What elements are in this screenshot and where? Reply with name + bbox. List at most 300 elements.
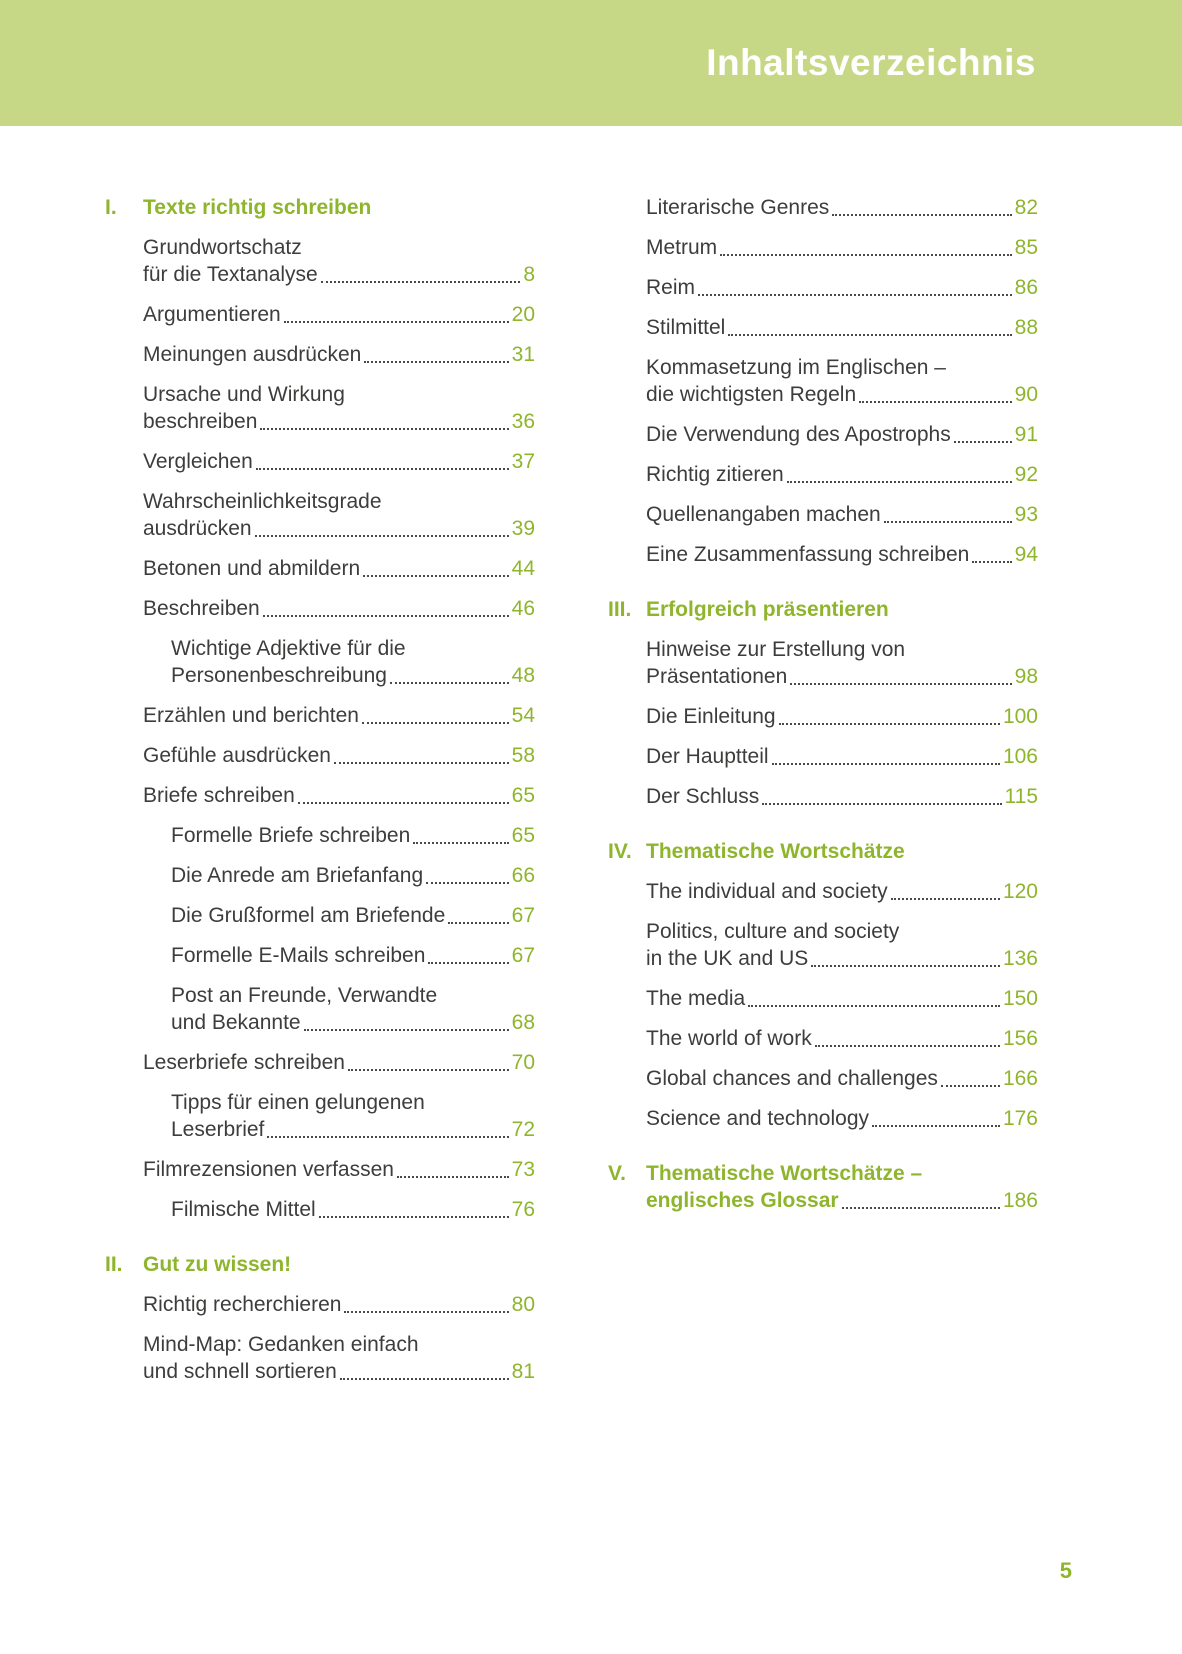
entry-last-line (646, 314, 1038, 341)
entry-page-number: 100 (1002, 705, 1038, 728)
entry-last-line (646, 945, 1038, 972)
entry-title-line: Betonen und abmildern (143, 557, 361, 580)
entry-title (646, 314, 1038, 341)
entry-title-line: Thematische Wortschätze (646, 840, 905, 863)
toc-entry (608, 354, 1038, 408)
entry-title (143, 595, 535, 622)
entry-page-number: 66 (511, 864, 535, 887)
entry-page-number: 73 (511, 1158, 535, 1181)
entry-last-line (143, 261, 535, 288)
toc-entry (608, 541, 1038, 568)
entry-title-line: Wahrscheinlichkeitsgrade (143, 490, 382, 513)
toc-entry (608, 703, 1038, 730)
toc-column (105, 194, 535, 1398)
entry-title (646, 985, 1038, 1012)
entry-page-number: 39 (511, 517, 535, 540)
toc-column (608, 194, 1038, 1398)
entry-last-line (143, 702, 535, 729)
entry-title (143, 822, 535, 849)
section-numeral (105, 448, 143, 475)
section-numeral (608, 743, 646, 770)
entry-title-line: Eine Zusammenfassung schreiben (646, 543, 970, 566)
entry-last-line (143, 301, 535, 328)
entry-last-line (143, 1156, 535, 1183)
toc-entry (608, 1105, 1038, 1132)
leader-dots (321, 281, 521, 283)
entry-title-line: Stilmittel (646, 316, 726, 339)
entry-page-number: 68 (511, 1011, 535, 1034)
entry-title (143, 702, 535, 729)
section-numeral (608, 1065, 646, 1092)
toc-entry (608, 743, 1038, 770)
section-numeral (608, 783, 646, 810)
section-title (646, 596, 1038, 623)
toc-entry (105, 742, 535, 769)
entry-title-line: Gut zu wissen! (143, 1253, 292, 1276)
section-numeral (105, 902, 143, 929)
entry-title-line: The media (646, 987, 746, 1010)
entry-last-line (171, 1009, 535, 1036)
entry-title-line: Science and technology (646, 1107, 869, 1130)
entry-title-line: Thematische Wortschätze – (646, 1162, 923, 1185)
entry-last-line (171, 822, 535, 849)
entry-page-number: 8 (523, 263, 535, 286)
section-numeral (608, 194, 646, 221)
entry-title-line: Erzählen und berichten (143, 704, 359, 727)
leader-dots (413, 842, 508, 844)
leader-dots (255, 535, 509, 537)
entry-title (143, 862, 535, 889)
entry-page-number: 82 (1014, 196, 1038, 219)
entry-title-line: Tipps für einen gelungenen (171, 1091, 425, 1114)
toc (0, 126, 1182, 1398)
entry-title-line: Richtig zitieren (646, 463, 784, 486)
entry-last-line (646, 274, 1038, 301)
leader-dots (348, 1069, 509, 1071)
entry-title-line: Filmische Mittel (171, 1198, 316, 1221)
entry-title (646, 1105, 1038, 1132)
section-numeral (608, 421, 646, 448)
entry-title (143, 1196, 535, 1223)
entry-last-line (646, 541, 1038, 568)
toc-entry (105, 942, 535, 969)
entry-title (143, 1049, 535, 1076)
entry-title-line: Leserbriefe schreiben (143, 1051, 345, 1074)
toc-entry (105, 635, 535, 689)
leader-dots (319, 1216, 509, 1218)
section-numeral (105, 942, 143, 969)
leader-dots (428, 962, 508, 964)
entry-title-line: Leserbrief (171, 1118, 265, 1141)
entry-last-line (646, 1105, 1038, 1132)
leader-dots (390, 682, 509, 684)
leader-dots (972, 561, 1011, 563)
toc-section-heading (608, 596, 1038, 623)
entry-last-line (646, 234, 1038, 261)
section-numeral (608, 1025, 646, 1052)
entry-title (646, 1065, 1038, 1092)
leader-dots (762, 803, 1001, 805)
section-numeral (608, 234, 646, 261)
entry-title (646, 918, 1038, 972)
section-numeral (105, 822, 143, 849)
entry-page-number: 91 (1014, 423, 1038, 446)
toc-section-heading (105, 1251, 535, 1278)
entry-title-line: Reim (646, 276, 696, 299)
leader-dots (728, 334, 1011, 336)
entry-page-number: 176 (1002, 1107, 1038, 1130)
entry-title (143, 1089, 535, 1143)
entry-last-line (143, 742, 535, 769)
entry-title (646, 1025, 1038, 1052)
toc-entry (105, 702, 535, 729)
leader-dots (787, 481, 1012, 483)
leader-dots (334, 762, 509, 764)
section-numeral (608, 274, 646, 301)
entry-title (143, 942, 535, 969)
section-numeral (105, 595, 143, 622)
toc-entry (608, 878, 1038, 905)
toc-entry (608, 1025, 1038, 1052)
entry-title (143, 234, 535, 288)
toc-entry (105, 1156, 535, 1183)
leader-dots (842, 1207, 1000, 1209)
entry-page-number: 150 (1002, 987, 1038, 1010)
entry-page-number: 166 (1002, 1067, 1038, 1090)
entry-page-number: 58 (511, 744, 535, 767)
toc-entry (105, 902, 535, 929)
entry-title-line: Texte richtig schreiben (143, 196, 372, 219)
entry-title-line: Mind-Map: Gedanken einfach (143, 1333, 419, 1356)
entry-last-line (143, 782, 535, 809)
toc-entry (608, 421, 1038, 448)
leader-dots (779, 723, 1000, 725)
entry-title-line: Personenbeschreibung (171, 664, 387, 687)
section-numeral: V. (608, 1162, 626, 1185)
entry-page-number: 72 (511, 1118, 535, 1141)
entry-title (646, 274, 1038, 301)
section-numeral (105, 488, 143, 542)
toc-entry (608, 636, 1038, 690)
section-numeral (608, 461, 646, 488)
entry-title (143, 448, 535, 475)
section-numeral (105, 1291, 143, 1318)
entry-page-number: 86 (1014, 276, 1038, 299)
toc-entry (608, 194, 1038, 221)
entry-title-line: für die Textanalyse (143, 263, 318, 286)
entry-last-line (143, 448, 535, 475)
leader-dots (344, 1311, 508, 1313)
entry-last-line (646, 985, 1038, 1012)
entry-title-line: The individual and society (646, 880, 888, 903)
entry-title-line: The world of work (646, 1027, 812, 1050)
leader-dots (448, 922, 508, 924)
entry-page-number: 106 (1002, 745, 1038, 768)
leader-dots (772, 763, 1000, 765)
entry-title-line: Hinweise zur Erstellung von (646, 638, 906, 661)
toc-entry (105, 1291, 535, 1318)
entry-title (143, 488, 535, 542)
entry-last-line (646, 743, 1038, 770)
section-numeral (608, 501, 646, 528)
leader-dots (720, 254, 1011, 256)
entry-last-line (171, 902, 535, 929)
entry-title-line: Die Einleitung (646, 705, 776, 728)
section-numeral (608, 541, 646, 568)
entry-page-number: 115 (1004, 785, 1038, 808)
entry-last-line (646, 703, 1038, 730)
toc-section-heading (105, 194, 535, 221)
entry-title-line: Argumentieren (143, 303, 281, 326)
entry-page-number: 93 (1014, 503, 1038, 526)
entry-title-line: Formelle Briefe schreiben (171, 824, 411, 847)
entry-title-line: Die Anrede am Briefanfang (171, 864, 424, 887)
entry-last-line (143, 515, 535, 542)
entry-title (646, 703, 1038, 730)
entry-title-line: Global chances and challenges (646, 1067, 938, 1090)
entry-title (143, 982, 535, 1036)
toc-entry (105, 301, 535, 328)
toc-entry (105, 982, 535, 1036)
entry-title-line: Politics, culture and society (646, 920, 900, 943)
entry-title (143, 902, 535, 929)
leader-dots (954, 441, 1012, 443)
entry-title-line: und schnell sortieren (143, 1360, 337, 1383)
entry-page-number: 156 (1002, 1027, 1038, 1050)
entry-title (143, 301, 535, 328)
entry-title-line: Erfolgreich präsentieren (646, 598, 889, 621)
toc-section-heading (608, 838, 1038, 865)
entry-title-line: ausdrücken (143, 517, 252, 540)
entry-last-line (646, 663, 1038, 690)
entry-title-line: Die Grußformel am Briefende (171, 904, 446, 927)
entry-last-line (171, 1116, 535, 1143)
leader-dots (363, 575, 508, 577)
entry-title-line: und Bekannte (171, 1011, 301, 1034)
toc-entry (105, 862, 535, 889)
toc-section-heading (608, 1160, 1038, 1214)
entry-last-line (143, 555, 535, 582)
entry-title-line: Beschreiben (143, 597, 260, 620)
leader-dots (941, 1085, 1000, 1087)
section-numeral (105, 862, 143, 889)
leader-dots (340, 1378, 509, 1380)
entry-last-line (646, 783, 1038, 810)
section-title (143, 194, 535, 221)
leader-dots (426, 882, 508, 884)
entry-title (143, 782, 535, 809)
entry-page-number: 36 (511, 410, 535, 433)
leader-dots (884, 521, 1012, 523)
entry-title (646, 783, 1038, 810)
entry-title-line: die wichtigsten Regeln (646, 383, 857, 406)
entry-page-number: 92 (1014, 463, 1038, 486)
entry-title (143, 635, 535, 689)
entry-title-line: Formelle E-Mails schreiben (171, 944, 426, 967)
entry-page-number: 20 (511, 303, 535, 326)
leader-dots (872, 1125, 1000, 1127)
page-title: Inhaltsverzeichnis (706, 42, 1036, 83)
entry-title-line: Die Verwendung des Apostrophs (646, 423, 951, 446)
entry-page-number: 90 (1014, 383, 1038, 406)
entry-page-number: 70 (511, 1051, 535, 1074)
entry-page-number: 67 (511, 944, 535, 967)
entry-page-number: 37 (511, 450, 535, 473)
entry-title (646, 461, 1038, 488)
section-numeral (608, 354, 646, 408)
section-numeral (608, 314, 646, 341)
section-numeral (105, 1156, 143, 1183)
entry-title-line: beschreiben (143, 410, 258, 433)
toc-entry (105, 782, 535, 809)
entry-page-number: 81 (511, 1360, 535, 1383)
entry-title-line: Ursache und Wirkung (143, 383, 345, 406)
section-numeral (105, 782, 143, 809)
section-numeral (608, 878, 646, 905)
leader-dots (298, 802, 509, 804)
entry-title-line: in the UK and US (646, 947, 809, 970)
entry-title (143, 1331, 535, 1385)
entry-last-line (143, 341, 535, 368)
toc-entry (608, 234, 1038, 261)
entry-title-line: Der Schluss (646, 785, 760, 808)
entry-title (646, 636, 1038, 690)
entry-page-number: 80 (511, 1293, 535, 1316)
section-numeral (105, 1196, 143, 1223)
toc-entry (105, 1331, 535, 1385)
section-numeral (608, 985, 646, 1012)
section-numeral: I. (105, 196, 117, 219)
leader-dots (260, 428, 508, 430)
section-numeral (105, 234, 143, 288)
entry-last-line (646, 194, 1038, 221)
entry-title-line: Vergleichen (143, 450, 253, 473)
toc-entry (105, 448, 535, 475)
toc-entry (608, 501, 1038, 528)
leader-dots (859, 401, 1012, 403)
entry-last-line (646, 461, 1038, 488)
entry-title (143, 555, 535, 582)
entry-last-line (171, 1196, 535, 1223)
entry-page-number: 94 (1014, 543, 1038, 566)
section-title (646, 1160, 1038, 1214)
entry-page-number: 76 (511, 1198, 535, 1221)
leader-dots (891, 898, 1000, 900)
entry-title-line: Richtig recherchieren (143, 1293, 342, 1316)
entry-page-number: 44 (511, 557, 535, 580)
entry-page-number: 136 (1002, 947, 1038, 970)
section-numeral (105, 742, 143, 769)
toc-entry (105, 822, 535, 849)
entry-title (646, 354, 1038, 408)
leader-dots (811, 965, 1000, 967)
entry-title-line: Meinungen ausdrücken (143, 343, 362, 366)
entry-last-line (646, 1187, 1038, 1214)
entry-title (646, 421, 1038, 448)
section-numeral (105, 301, 143, 328)
toc-entry (105, 488, 535, 542)
entry-title-line: Literarische Genres (646, 196, 830, 219)
section-numeral (105, 1089, 143, 1143)
entry-page-number: 88 (1014, 316, 1038, 339)
entry-page-number: 65 (511, 824, 535, 847)
entry-last-line (143, 1291, 535, 1318)
leader-dots (263, 615, 509, 617)
toc-entry (105, 1196, 535, 1223)
entry-page-number: 54 (511, 704, 535, 727)
entry-title (646, 541, 1038, 568)
section-numeral (105, 341, 143, 368)
entry-title (143, 742, 535, 769)
entry-last-line (646, 1065, 1038, 1092)
entry-last-line (171, 862, 535, 889)
header-banner (0, 0, 1182, 126)
toc-entry (105, 381, 535, 435)
entry-page-number: 120 (1002, 880, 1038, 903)
entry-title-line: Briefe schreiben (143, 784, 295, 807)
section-numeral (608, 1105, 646, 1132)
entry-last-line (171, 662, 535, 689)
toc-entry (608, 461, 1038, 488)
entry-title (646, 501, 1038, 528)
entry-last-line (646, 1025, 1038, 1052)
section-numeral (105, 1049, 143, 1076)
entry-last-line (143, 595, 535, 622)
leader-dots (256, 468, 509, 470)
leader-dots (364, 361, 508, 363)
toc-entry (105, 234, 535, 288)
entry-last-line (171, 942, 535, 969)
section-title (143, 1251, 535, 1278)
entry-page-number: 85 (1014, 236, 1038, 259)
toc-entry (105, 1089, 535, 1143)
section-numeral (608, 918, 646, 972)
leader-dots (815, 1045, 1000, 1047)
entry-title-line: Metrum (646, 236, 718, 259)
entry-title-line: Wichtige Adjektive für die (171, 637, 406, 660)
entry-last-line (143, 1049, 535, 1076)
entry-last-line (143, 408, 535, 435)
section-numeral: III. (608, 598, 632, 621)
section-title (646, 838, 1038, 865)
entry-title-line: Quellenangaben machen (646, 503, 881, 526)
toc-entry (608, 918, 1038, 972)
entry-title-line: Filmrezensionen verfassen (143, 1158, 394, 1181)
leader-dots (832, 214, 1011, 216)
entry-last-line (143, 1358, 535, 1385)
leader-dots (284, 321, 509, 323)
section-numeral (105, 381, 143, 435)
toc-entry (105, 1049, 535, 1076)
section-numeral (105, 555, 143, 582)
section-numeral (105, 702, 143, 729)
entry-title-line: Gefühle ausdrücken (143, 744, 331, 767)
toc-entry (608, 314, 1038, 341)
entry-title (143, 1291, 535, 1318)
entry-page-number: 67 (511, 904, 535, 927)
leader-dots (790, 683, 1011, 685)
section-numeral: IV. (608, 840, 632, 863)
entry-title-line: englisches Glossar (646, 1189, 839, 1212)
leader-dots (362, 722, 509, 724)
entry-page-number: 65 (511, 784, 535, 807)
section-numeral: II. (105, 1253, 123, 1276)
entry-last-line (646, 421, 1038, 448)
leader-dots (304, 1029, 509, 1031)
entry-page-number: 98 (1014, 665, 1038, 688)
toc-entry (608, 274, 1038, 301)
leader-dots (748, 1005, 1000, 1007)
